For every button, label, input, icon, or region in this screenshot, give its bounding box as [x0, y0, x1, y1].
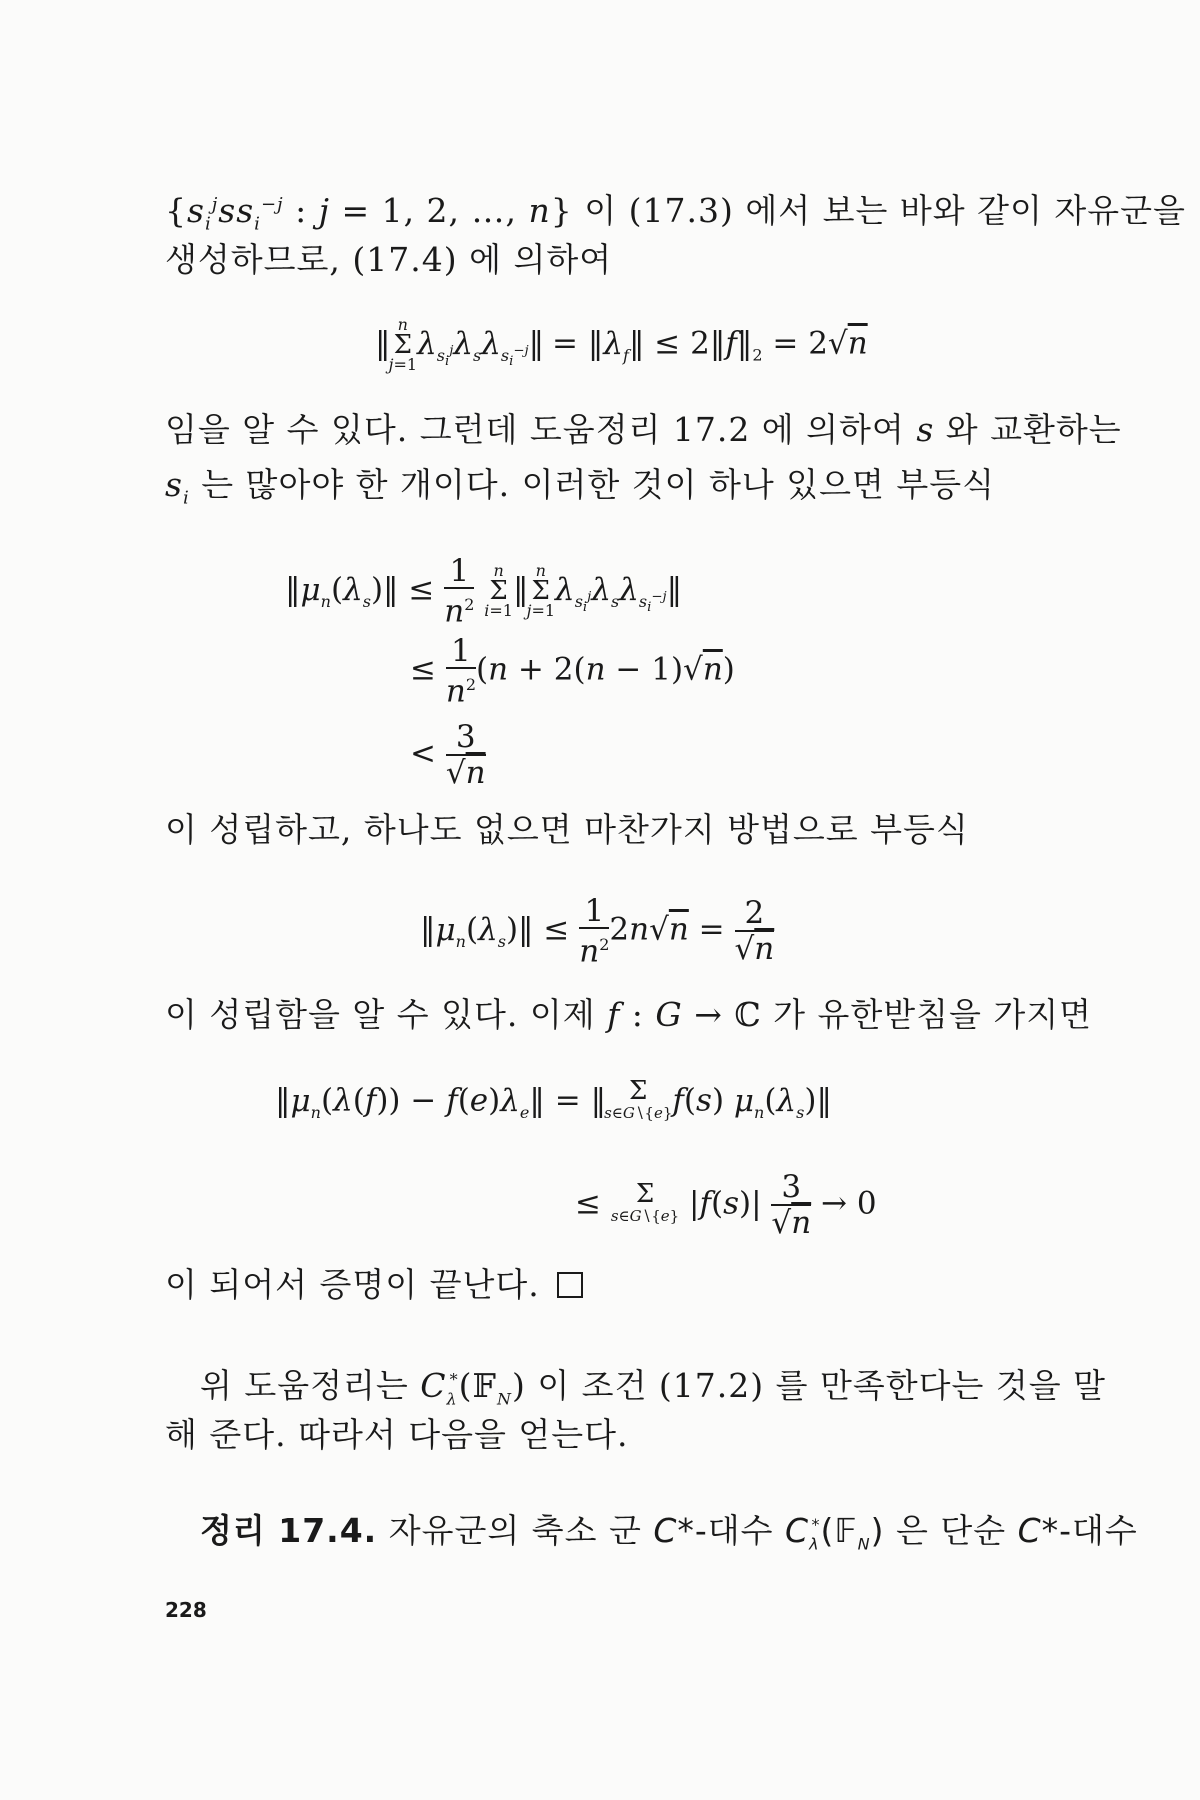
equation-4-line-1: $‖\mu_n(\lambda(f))$ − $f(e)\lambda_e‖$ = ‖ Σ s∈G∖{e} f(s) $\mu_n(\lambda_s)‖$: [275, 1076, 830, 1122]
text-line-9: 해 준다. 따라서 다음을 얻는다.: [165, 1415, 629, 1454]
text-line-5: 이 성립하고, 하나도 없으면 마찬가지 방법으로 부등식: [165, 810, 969, 849]
equation-2-line-3: < $\frac{3}{√n}$: [410, 719, 486, 791]
equation-4-line-2: ≤ Σ s∈G∖{e} |f(s)| $\frac{3}{√n}$ → 0: [575, 1169, 877, 1241]
equation-1: ‖ n Σ j=1 $\lambda_{s_i^j}\lambda_s\lambda_{s_i^{-j}}‖$ = $‖\lambda_f‖$ ≤ $2‖f‖_2 = 2√n$: [375, 315, 868, 374]
qed-square-icon: [557, 1272, 583, 1298]
equation-2-line-1: $‖\mu_n(\lambda_s)‖$ ≤ $\frac{1}{n^2}$ n Σ i=1 ‖ n Σ j=1 $\lambda_{s_i^j}\lambda_s\lambda_{s_i^{-j}}‖$: [285, 553, 681, 630]
text-line-1: {$s_i^jss_i^{-j}$ : j = 1, 2, …, n} 이 (17.3) 에서 보는 바와 같이 자유군을: [165, 191, 1186, 235]
text-line-2: 생성하므로, (17.4) 에 의하여: [165, 240, 613, 279]
text-line-4: $s_i$ 는 많아야 한 개이다. 이러한 것이 하나 있으면 부등식: [165, 465, 996, 509]
equation-2-line-2: ≤ $\frac{1}{n^2}$ (n + 2(n − 1)√n): [410, 633, 735, 710]
theorem-17-4: 정리 17.4. 자유군의 축소 군 C*-대수 $C_\lambda^*(𝔽_N)$ 은 단순 C*-대수: [200, 1511, 1138, 1554]
page-number: 228: [165, 1598, 207, 1622]
theorem-label: 정리 17.4.: [200, 1511, 378, 1550]
text-line-6: 이 성립함을 알 수 있다. 이제 f : G → ℂ 가 유한받침을 가지면: [165, 995, 1093, 1034]
text-line-8: 위 도움정리는 $C_\lambda^*(𝔽_N)$ 이 조건 (17.2) 를 만족한다는 것을 말: [200, 1366, 1107, 1409]
text-line-7: 이 되어서 증명이 끝난다.: [165, 1265, 1070, 1305]
text-line-3: 임을 알 수 있다. 그런데 도움정리 17.2 에 의하여 s 와 교환하는: [165, 410, 1122, 449]
equation-3: $‖\mu_n(\lambda_s)‖$ ≤ $\frac{1}{n^2}$ 2n√n = $\frac{2}{√n}$: [420, 893, 775, 970]
